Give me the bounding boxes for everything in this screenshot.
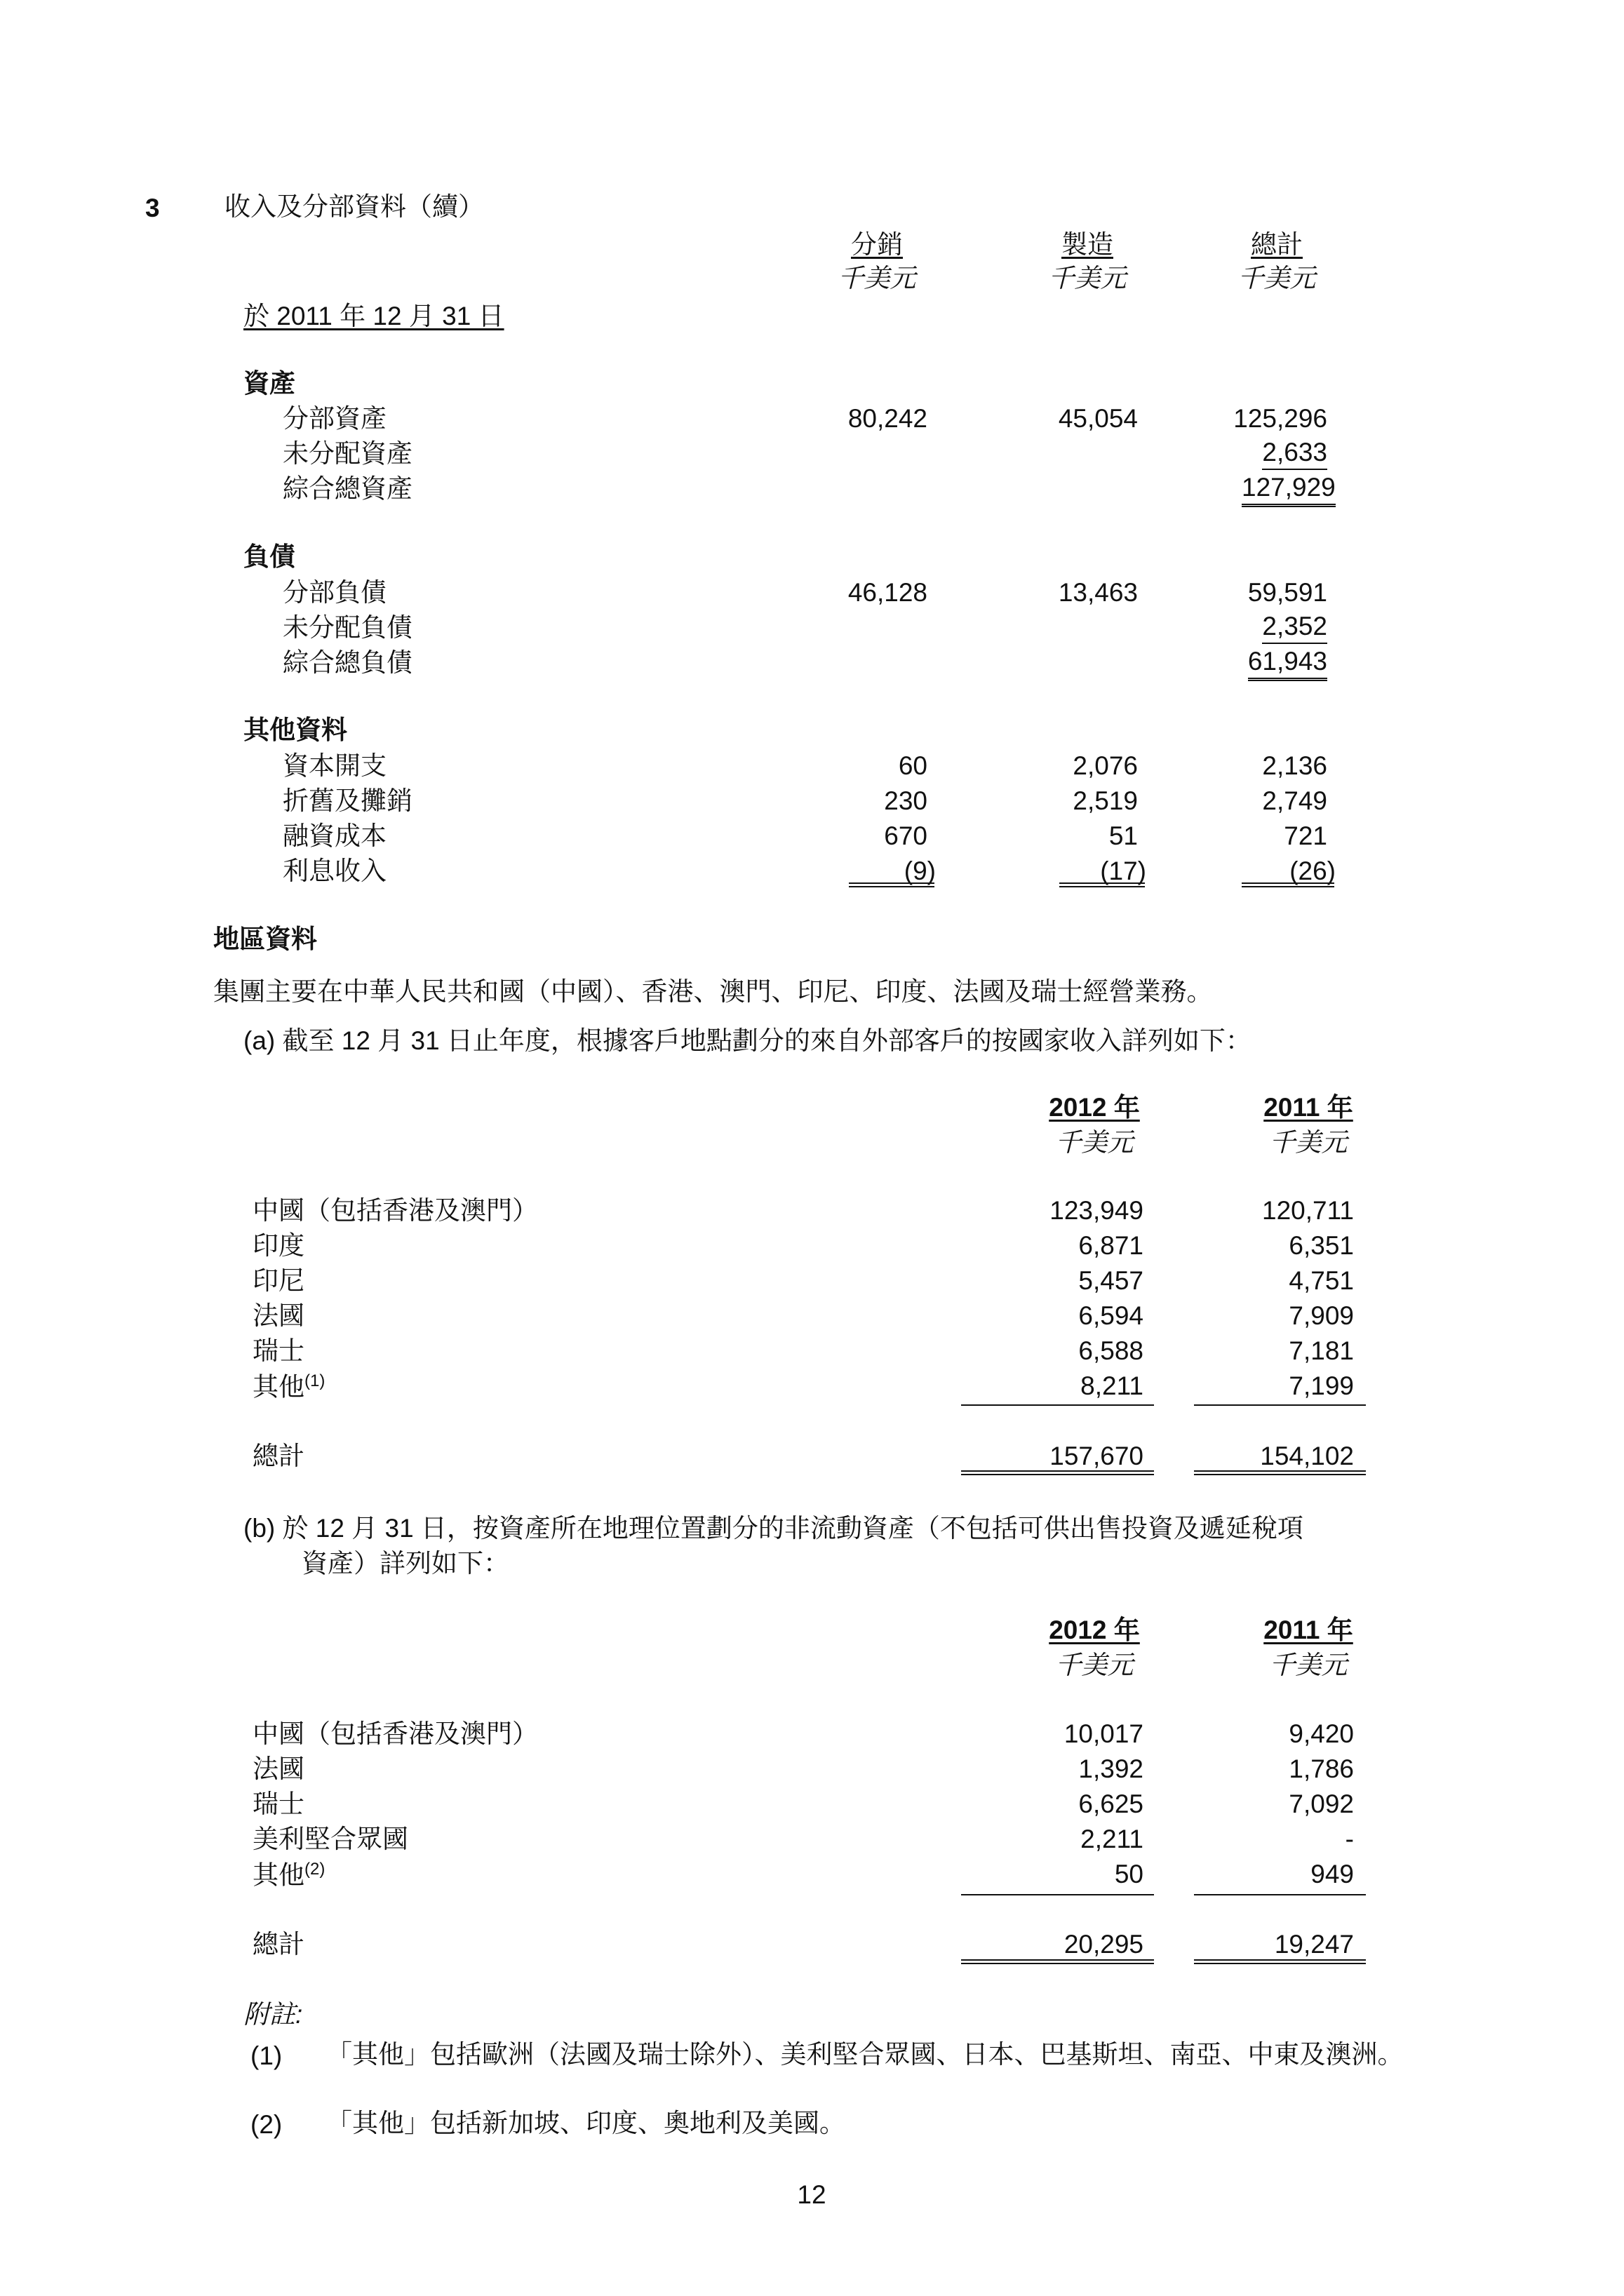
col-header-total: 總計 bbox=[1251, 230, 1303, 259]
double-underline bbox=[849, 882, 934, 887]
cell-value: 80,242 bbox=[847, 404, 927, 433]
cell-value: 123,949 bbox=[1049, 1196, 1143, 1225]
note-text: 「其他」包括歐洲（法國及瑞士除外）、美利堅合眾國、日本、巴基斯坦、南亞、中東及澳洲。 bbox=[326, 2040, 1404, 2069]
total-value: 157,670 bbox=[1049, 1442, 1143, 1470]
total-label: 總計 bbox=[253, 1442, 304, 1470]
col-header-2011: 2011 年 bbox=[1263, 1616, 1353, 1644]
cell-value: (9) bbox=[904, 857, 936, 885]
row-label: 綜合總負債 bbox=[283, 648, 412, 677]
cell-value: 59,591 bbox=[1247, 578, 1327, 607]
geo-b-caption-line2: 資產）詳列如下： bbox=[302, 1549, 509, 1578]
cell-value: 6,588 bbox=[1078, 1336, 1143, 1365]
col-header-2011: 2011 年 bbox=[1263, 1093, 1353, 1122]
col-unit-distribution: 千美元 bbox=[838, 264, 916, 293]
cell-value: (17) bbox=[1100, 857, 1146, 885]
cell-value: 6,351 bbox=[1289, 1231, 1354, 1260]
total-label: 總計 bbox=[253, 1930, 304, 1959]
cell-value: 6,594 bbox=[1078, 1301, 1143, 1330]
cell-value: 2,136 bbox=[1262, 751, 1327, 780]
row-label: 利息收入 bbox=[283, 857, 387, 885]
cell-value: 2,352 bbox=[1262, 612, 1327, 644]
row-label: 中國（包括香港及澳門） bbox=[253, 1719, 538, 1748]
cell-value: 8,211 bbox=[1080, 1371, 1143, 1400]
row-label: 法國 bbox=[253, 1301, 304, 1330]
section-number: 3 bbox=[145, 194, 160, 222]
geo-intro: 集團主要在中華人民共和國（中國）、香港、澳門、印尼、印度、法國及瑞士經營業務。 bbox=[213, 977, 1213, 1006]
cell-value: 45,054 bbox=[1058, 404, 1138, 433]
cell-value: 50 bbox=[1114, 1860, 1143, 1888]
cell-value: 46,128 bbox=[847, 578, 927, 607]
cell-value: (26) bbox=[1289, 857, 1336, 885]
cell-value: 1,392 bbox=[1078, 1754, 1143, 1783]
note-number: (2) bbox=[250, 2110, 283, 2139]
cell-value: 2,519 bbox=[1073, 786, 1138, 815]
cell-value: 1,786 bbox=[1289, 1754, 1354, 1783]
cell-value: 6,871 bbox=[1078, 1231, 1143, 1260]
cell-value: 949 bbox=[1310, 1860, 1354, 1888]
double-underline bbox=[1059, 882, 1145, 887]
col-unit-2012: 千美元 bbox=[1055, 1128, 1134, 1157]
row-label: 瑞士 bbox=[253, 1336, 304, 1365]
cell-value: 4,751 bbox=[1289, 1266, 1354, 1295]
total-value: 154,102 bbox=[1260, 1442, 1354, 1470]
note-text: 「其他」包括新加坡、印度、奧地利及美國。 bbox=[326, 2109, 845, 2137]
row-label: 其他 bbox=[253, 1860, 304, 1890]
col-header-2012: 2012 年 bbox=[1049, 1093, 1140, 1122]
row-label: 資本開支 bbox=[283, 751, 387, 780]
cell-value: 125,296 bbox=[1233, 404, 1327, 433]
double-underline bbox=[1194, 1959, 1366, 1964]
col-header-2012: 2012 年 bbox=[1049, 1616, 1140, 1644]
page-number: 12 bbox=[797, 2180, 826, 2209]
subtotal-rule bbox=[1194, 1404, 1366, 1406]
row-label: 印尼 bbox=[253, 1266, 304, 1295]
cell-value: 5,457 bbox=[1078, 1266, 1143, 1295]
col-unit-2011: 千美元 bbox=[1269, 1128, 1348, 1157]
cell-value: 721 bbox=[1284, 821, 1327, 850]
subtotal-rule bbox=[961, 1404, 1154, 1406]
cell-value: 13,463 bbox=[1058, 578, 1138, 607]
row-label: 綜合總資產 bbox=[283, 474, 412, 503]
geo-a-caption: (a) 截至 12 月 31 日止年度，根據客戶地點劃分的來自外部客戶的按國家收入詳列如下： bbox=[243, 1026, 1251, 1055]
note-number: (1) bbox=[250, 2041, 283, 2070]
other-info-heading: 其他資料 bbox=[243, 716, 347, 744]
row-label: 分部負債 bbox=[283, 578, 387, 607]
cell-value: 7,909 bbox=[1289, 1301, 1354, 1330]
double-underline bbox=[1242, 882, 1334, 887]
liabilities-heading: 負債 bbox=[243, 542, 295, 571]
footnote-marker: (2) bbox=[304, 1860, 326, 1879]
col-unit-manufacturing: 千美元 bbox=[1048, 264, 1127, 293]
row-label: 分部資產 bbox=[283, 404, 387, 433]
cell-value: 61,943 bbox=[1248, 647, 1327, 681]
cell-value: 7,181 bbox=[1289, 1336, 1354, 1365]
geo-heading: 地區資料 bbox=[213, 925, 317, 953]
cell-value: - bbox=[1345, 1825, 1354, 1853]
col-unit-2012: 千美元 bbox=[1055, 1651, 1134, 1679]
cell-value: 7,199 bbox=[1289, 1371, 1354, 1400]
footnote-marker: (1) bbox=[304, 1371, 326, 1390]
double-underline bbox=[961, 1959, 1154, 1964]
notes-label: 附註: bbox=[243, 2000, 303, 2029]
cell-value: 120,711 bbox=[1262, 1196, 1354, 1225]
cell-value: 10,017 bbox=[1063, 1719, 1143, 1748]
double-underline bbox=[961, 1470, 1154, 1475]
row-label: 折舊及攤銷 bbox=[283, 786, 412, 815]
cell-value: 9,420 bbox=[1289, 1719, 1354, 1748]
cell-value: 6,625 bbox=[1078, 1790, 1143, 1818]
cell-value: 2,633 bbox=[1262, 438, 1327, 470]
row-label: 美利堅合眾國 bbox=[253, 1825, 408, 1853]
row-label: 印度 bbox=[253, 1231, 304, 1260]
total-value: 20,295 bbox=[1063, 1930, 1143, 1959]
assets-heading: 資產 bbox=[243, 369, 295, 398]
cell-value: 2,749 bbox=[1262, 786, 1327, 815]
subtotal-rule bbox=[1194, 1894, 1366, 1895]
total-value: 19,247 bbox=[1274, 1930, 1354, 1959]
double-underline bbox=[1194, 1470, 1366, 1475]
row-label: 瑞士 bbox=[253, 1790, 304, 1818]
cell-value: 2,211 bbox=[1080, 1825, 1143, 1853]
segment-date-label: 於 2011 年 12 月 31 日 bbox=[243, 302, 504, 330]
cell-value: 127,929 bbox=[1242, 473, 1336, 507]
geo-b-caption-line1: (b) 於 12 月 31 日，按資產所在地理位置劃分的非流動資產（不包括可供出售投資及遞延稅項 bbox=[243, 1514, 1303, 1543]
row-label: 未分配資產 bbox=[283, 439, 412, 468]
col-unit-total: 千美元 bbox=[1237, 264, 1316, 293]
cell-value: 7,092 bbox=[1289, 1790, 1354, 1818]
col-header-distribution: 分銷 bbox=[851, 230, 903, 259]
cell-value: 60 bbox=[898, 751, 927, 780]
cell-value: 2,076 bbox=[1073, 751, 1138, 780]
row-label: 其他 bbox=[253, 1372, 304, 1402]
cell-value: 230 bbox=[884, 786, 927, 815]
row-label: 法國 bbox=[253, 1754, 304, 1783]
subtotal-rule bbox=[961, 1894, 1154, 1895]
row-label: 未分配負債 bbox=[283, 613, 412, 642]
row-label: 融資成本 bbox=[283, 821, 387, 850]
col-header-manufacturing: 製造 bbox=[1061, 230, 1113, 259]
row-label: 中國（包括香港及澳門） bbox=[253, 1196, 538, 1225]
cell-value: 670 bbox=[884, 821, 927, 850]
cell-value: 51 bbox=[1108, 821, 1138, 850]
section-title: 收入及分部資料（續） bbox=[224, 192, 484, 221]
col-unit-2011: 千美元 bbox=[1269, 1651, 1348, 1679]
